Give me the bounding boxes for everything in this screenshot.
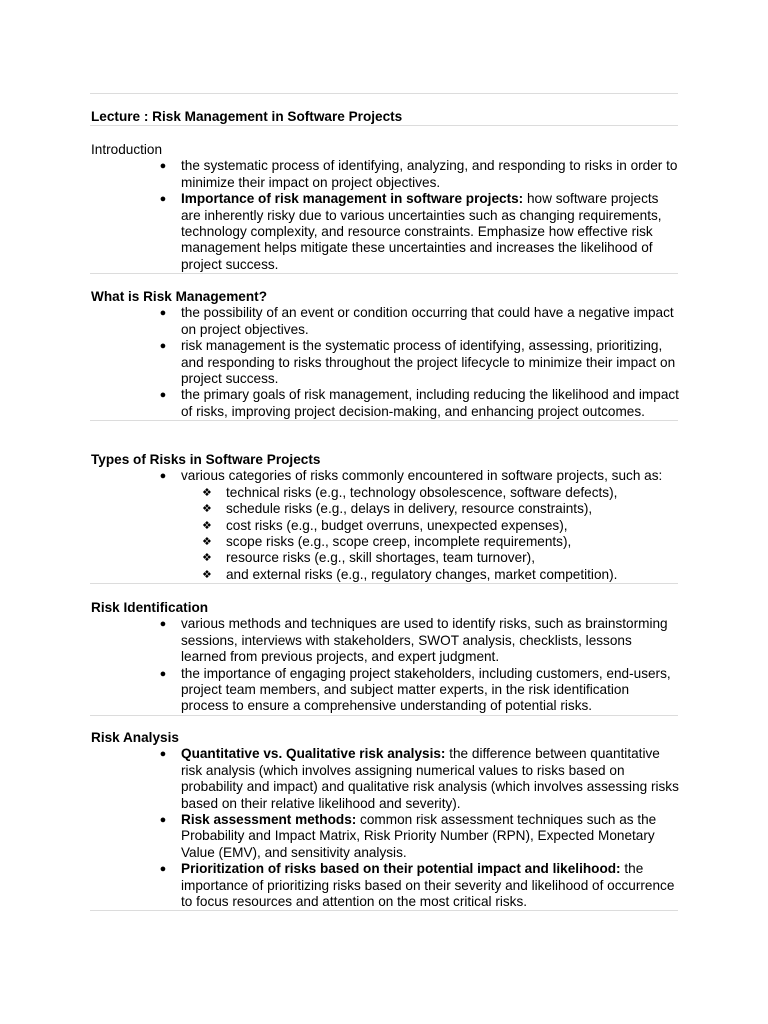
- sub-item-text: and external risks (e.g., regulatory changes, market competition).: [226, 566, 618, 582]
- bullet-icon: ●: [159, 470, 167, 483]
- section-divider: [90, 420, 678, 421]
- section-heading: What is Risk Management?: [91, 289, 267, 304]
- diamond-bullet-icon: ❖: [202, 486, 212, 499]
- sub-list-item: [91, 567, 691, 583]
- bullet-text: the importance of prioritizing risks based on their severity and likelihood of occurrence to focus resources and attention on the most critical risks.: [181, 861, 675, 910]
- section-what-is-risk-management: [91, 289, 691, 421]
- bullet-text: risk management is the systematic process of identifying, assessing, prioritizing, and responding to risks throughout the project lifecycle to minimize their impact on project success.: [181, 338, 676, 387]
- bullet-list: [91, 616, 691, 714]
- bullet-list: [91, 158, 691, 273]
- sub-list-item: [91, 534, 691, 550]
- section-risk-analysis: [91, 730, 691, 911]
- section-heading: Risk Identification: [91, 600, 209, 615]
- diamond-bullet-icon: ❖: [202, 519, 212, 532]
- title-divider: [90, 125, 678, 126]
- section-heading: Introduction: [91, 142, 163, 157]
- bullet-icon: ●: [159, 863, 167, 876]
- section-divider: [90, 583, 678, 584]
- sub-list-item: [91, 485, 691, 501]
- bullet-bold-text: Importance of risk management in software projects:: [181, 191, 524, 207]
- section-types-of-risks: [91, 452, 691, 584]
- section-introduction: [91, 142, 691, 274]
- bullet-text: various categories of risks commonly encountered in software projects, such as:: [181, 468, 663, 484]
- bullet-icon: ●: [159, 340, 167, 353]
- list-item: [91, 468, 691, 484]
- bullet-list: [91, 305, 691, 420]
- list-item: [91, 158, 691, 191]
- bullet-icon: ●: [159, 748, 167, 761]
- bullet-text: the importance of engaging project stakeholders, including customers, end-users, project team members, and subject matter experts, in the risk identification process to ensure a comprehensive understanding of potential risks.: [181, 665, 671, 714]
- diamond-bullet-icon: ❖: [202, 552, 212, 565]
- bullet-text: various methods and techniques are used to identify risks, such as brainstorming sessions, interviews with stakeholders, SWOT analysis, checklists, lessons learned from previous projects, and expert judgment.: [181, 616, 668, 665]
- document-title: Lecture : Risk Management in Software Projects: [91, 109, 403, 124]
- bullet-list: [91, 468, 691, 484]
- bullet-text: the difference between quantitative risk analysis (which involves assigning numerical values to risks based on probability and impact) and qualitative risk analysis (which involves assessing risks based on their relative likelihood and severity).: [181, 746, 679, 811]
- list-item: [91, 191, 691, 273]
- bullet-icon: ●: [159, 160, 167, 173]
- bullet-list: [91, 746, 691, 910]
- sub-list-item: [91, 501, 691, 517]
- sub-item-text: technical risks (e.g., technology obsolescence, software defects),: [226, 484, 618, 500]
- sub-item-text: resource risks (e.g., skill shortages, team turnover),: [226, 550, 535, 566]
- diamond-bullet-icon: ❖: [202, 503, 212, 516]
- bullet-bold-text: Risk assessment methods:: [181, 812, 357, 828]
- list-item: [91, 746, 691, 812]
- bullet-text: the primary goals of risk management, including reducing the likelihood and impact of risks, improving project decision-making, and enhancing project outcomes.: [181, 387, 679, 419]
- list-item: [91, 666, 691, 715]
- list-item: [91, 861, 691, 910]
- bullet-bold-text: Quantitative vs. Qualitative risk analysis:: [181, 746, 446, 762]
- section-divider: [90, 273, 678, 274]
- bullet-text: the possibility of an event or condition occurring that could have a negative impact on project objectives.: [181, 305, 674, 337]
- bullet-icon: ●: [159, 667, 167, 680]
- section-heading: Risk Analysis: [91, 730, 179, 745]
- list-item: [91, 812, 691, 861]
- bullet-icon: ●: [159, 618, 167, 631]
- bullet-icon: ●: [159, 389, 167, 402]
- bullet-text: common risk assessment techniques such as the Probability and Impact Matrix, Risk Priority Number (RPN), Expected Monetary Value (EMV), and sensitivity analysis.: [181, 812, 657, 860]
- sub-list-item: [91, 518, 691, 534]
- top-divider: [90, 93, 678, 94]
- bullet-text: the systematic process of identifying, analyzing, and responding to risks in order to minimize their impact on project objectives.: [181, 158, 678, 190]
- sub-item-text: scope risks (e.g., scope creep, incomplete requirements),: [226, 534, 572, 550]
- diamond-bullet-icon: ❖: [202, 536, 212, 549]
- section-heading: Types of Risks in Software Projects: [91, 452, 321, 467]
- list-item: [91, 387, 691, 420]
- list-item: [91, 338, 691, 387]
- bullet-bold-text: Prioritization of risks based on their potential impact and likelihood:: [181, 861, 621, 877]
- sub-item-text: schedule risks (e.g., delays in delivery, resource constraints),: [226, 501, 593, 517]
- sub-list-item: [91, 550, 691, 566]
- bullet-icon: ●: [159, 307, 167, 320]
- bullet-icon: ●: [159, 814, 167, 827]
- sub-item-text: cost risks (e.g., budget overruns, unexpected expenses),: [226, 517, 568, 533]
- bullet-text: how software projects are inherently risky due to various uncertainties such as changing requirements, technology complexity, and resource constraints. Emphasize how effective risk management helps mitigate these uncertainties and increases the likelihood of project success.: [181, 191, 662, 272]
- bullet-icon: ●: [159, 193, 167, 206]
- sub-bullet-list: [91, 485, 691, 583]
- diamond-bullet-icon: ❖: [202, 568, 212, 581]
- list-item: [91, 305, 691, 338]
- section-divider: [90, 715, 678, 716]
- section-risk-identification: [91, 600, 691, 716]
- list-item: [91, 616, 691, 665]
- section-divider: [90, 910, 678, 911]
